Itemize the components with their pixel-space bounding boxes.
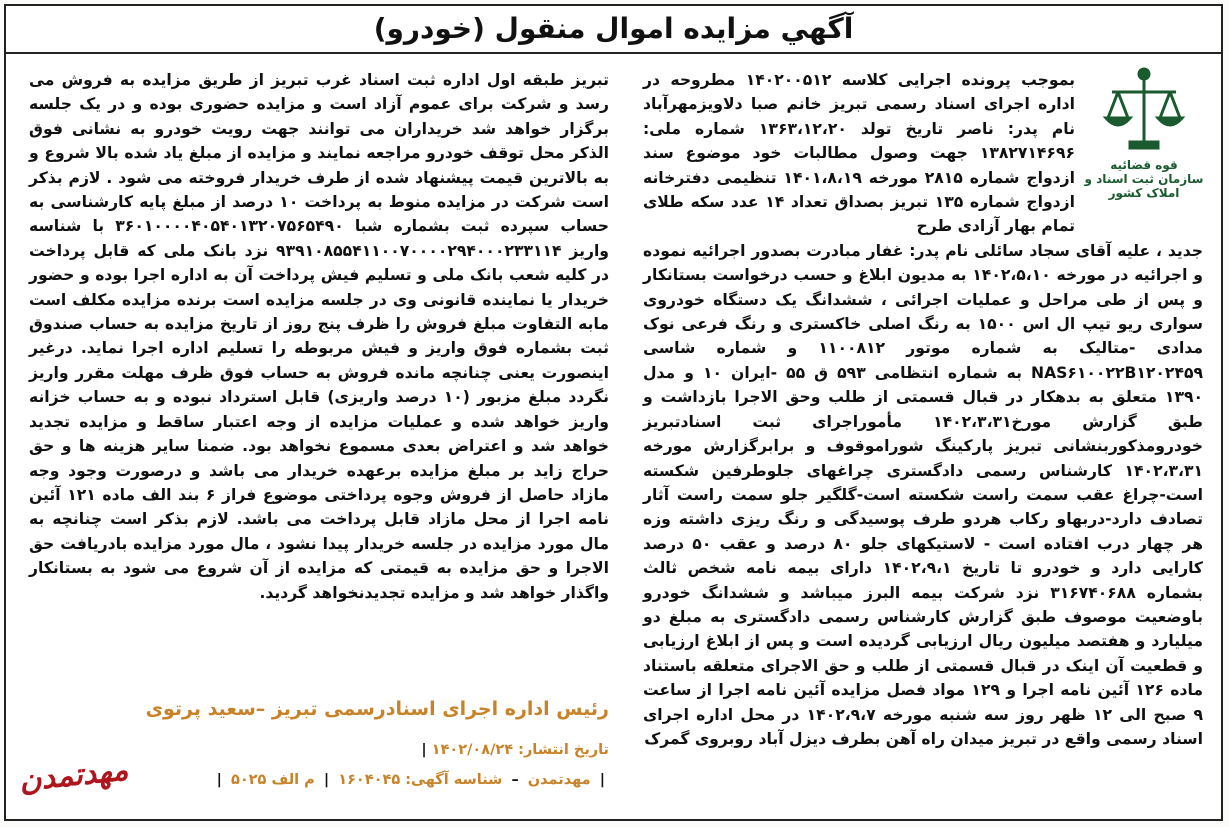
- ad-id-label: شناسه آگهی:: [405, 772, 503, 788]
- right-column-intro: بموجب پرونده اجرایی کلاسه ۱۴۰۲۰۰۵۱۲ مطروحه در اداره اجرای اسناد رسمی تبریز خانم صبا دلاویزمهرآباد نام پدر: ناصر تاریخ تولد ۱۳۶۳،۱۲،۲۰ شماره ملی: ۱۳۸۲۷۱۴۶۹۶ جهت وصول مطالبات خود موضوع سند ازدواج شماره ۲۸۱۵ مورخه ۱۴۰۱،۸،۱۹ تنظیمی دفترخانه ازدواج شماره ۱۳۵ تبریز بصداق تعداد ۱۴ عدد سکه طلای تمام بهار آزادی طرح: [643, 71, 1075, 236]
- publish-info: تاریخ انتشار: ۱۴۰۲/۰۸/۲۴ |: [421, 742, 609, 758]
- right-column-body: جدید ، علیه آقای سجاد سائلی نام پدر: غفار مبادرت بصدور اجرائیه نموده و اجرائیه در مورخه ۱۴۰۲،۵،۱۰ به مدیون ابلاغ و حسب درخواست بستانکار و پس از طی مراحل و عملیات اجرائی ، ششدانگ یک دستگاه خودروی سواری ریو تیپ ال اس ۱۵۰۰ به رنگ اصلی خاکستری و رنگ فرعی نوک مدادی -متالیک به شماره موتور ۱۱۰۰۸۱۲ و شماره شاسی NAS۶۱۰۰۲۲B۱۲۰۲۴۵۹ به شماره انتظامی ۵۹۳ ق ۵۵ -ایران ۱۰ و مدل ۱۳۹۰ متعلق به بدهکار در قبال قسمتی از طلب وحق الاجرا بازداشت و طبق گزارش مورخ۱۴۰۲،۳،۳۱ مأموراجرای ثبت اسنادتبریز خودرومذکوربنشانی تبریز پارکینگ شوراموقوف و برابرگزارش مورخه ۱۴۰۲،۳،۳۱ کارشناس رسمی دادگستری چراغهای جلوطرفین شکسته است-چراغ عقب سمت راست شکسته است-گلگیر جلو سمت راست آثار تصادف دارد-دربهاو رکاب هردو طرف پوسیدگی و رنگ ریزی داشته وزه هر چهار درب افتاده است - لاستیکهای جلو ۸۰ درصد و عقب ۵۰ درصد کارایی دارد و خودرو تا تاریخ ۱۴۰۲،۹،۱ دارای بیمه نامه شخص ثالث بشماره ۳۱۶۷۴۰۶۸۸ نزد شرکت بیمه البرز میباشد و ششدانگ خودرو باوضعیت موصوف طبق گزارش کارشناس رسمی دادگستری به مبلغ دو میلیارد و هفتصد میلیون ریال ارزیابی گردیده است و پس از ابلاغ ارزیابی و قطعیت آن اینک در قبال قسمتی از طلب و حق الاجرای متعلقه باستناد ماده ۱۲۶ آئین نامه اجرا و ۱۲۹ مواد فصل مزایده آئین نامه اجرا از ساعت ۹ صبح الی ۱۲ ظهر روز سه شنبه مورخه ۱۴۰۲،۹،۷ در محل اداره اجرای اسناد رسمی واقع در تبریز میدان راه آهن بطرف دیزل آباد روبروی گمرک: [643, 241, 1204, 748]
- newspaper-name: مهدتمدن: [527, 772, 591, 788]
- newspaper-brand-logo: مهدتمدن: [17, 752, 130, 799]
- left-column-body: تبریز طبقه اول اداره ثبت اسناد غرب تبریز از طریق مزایده به فروش می رسد و شرکت برای عموم آزاد است و مزایده حضوری بوده و در یک جلسه برگزار خواهد شد خریداران می توانند جهت رویت خودرو به نشانی فوق الذکر محل توقف خودرو مراجعه نمایند و مزایده از مبلغ یاد شده بالا شروع و به بالاترین قیمت پیشنهاد شده از طرف خریدار فروخته می شود . لازم بذکر است شرکت در مزایده منوط به پرداخت ۱۰ درصد از مبلغ پایه کارشناسی به حساب سپرده ثبت بشماره شبا ۳۶۰۱۰۰۰۰۴۰۵۴۰۱۳۲۰۷۵۶۵۴۹۰ با شناسه واریز ۹۳۹۱۰۸۵۵۴۱۱۰۰۷۰۰۰۰۲۹۴۰۰۰۲۳۳۱۱۴ نزد بانک ملی که قابل پرداخت در کلیه شعب بانک ملی و تسلیم فیش پرداخت آن به اداره اجرا بوده و حضور خریدار یا نماینده قانونی وی در جلسه مزایده است برنده مزایده مکلف است مابه التفاوت مبلغ فروش را ظرف پنج روز از تاریخ مزایده به حساب صندوق ثبت بشماره فوق واریز و فیش مربوطه را تسلیم اداره اجرا نماید. درغیر اینصورت یعنی چنانچه مانده فروش به حساب فوق ظرف مهلت مقرر واریز نگردد مبلغ مزبور (۱۰ درصد واریزی) قابل استرداد نبوده و به حساب خزانه واریز خواهد شده و عملیات مزایده از وجه اعتبار ساقط و مزایده تجدید خواهد شد و اعتراض بعدی مسموع نخواهد بود. ضمنا سایر هزینه ها و حق حراج زاید بر مبلغ مزایده برعهده خریدار می باشد و درصورت وجود وجه مازاد حاصل از فروش وجوه پرداختی موضوع فراز ۶ بند الف ماده ۱۲۱ آئین نامه اجرا از محل مازاد قابل پرداخت می باشد. لازم بذکر است چنانچه به مال مورد مزایده در جلسه خریدار پیدا نشود ، مال مورد مزایده بادریافت حق الاجرا و حق مزایده به قیمتی که مزایده از آن شروع می شود به بستانکار واگذار خواهد شد و مزایده تجدیدنخواهد گردید.: [29, 71, 610, 602]
- publish-date: ۱۴۰۲/۰۸/۲۴: [431, 742, 514, 758]
- logo-org-line2: سازمان ثبت اسناد و املاک کشور: [1084, 172, 1204, 200]
- ad-id: ۱۶۰۴۰۴۵: [338, 772, 401, 788]
- page-title: آگهي مزايده اموال منقول (خودرو): [373, 12, 854, 45]
- ad-meta: | مهدتمدن – شناسه آگهی: ۱۶۰۴۰۴۵ | م الف ۵۰۲۵ |: [216, 772, 605, 788]
- ad-code: م الف ۵۰۲۵: [230, 772, 315, 788]
- header: [6, 6, 1221, 54]
- ad-frame: [4, 4, 1223, 821]
- left-column: [29, 68, 609, 605]
- right-column: [643, 68, 1203, 751]
- publish-label: تاریخ انتشار:: [518, 742, 609, 758]
- signature-line: رئیس اداره اجرای اسنادرسمی تبریز –سعید پرتوی: [145, 698, 609, 720]
- logo-org-line1: قوه قضائیه: [1110, 158, 1178, 172]
